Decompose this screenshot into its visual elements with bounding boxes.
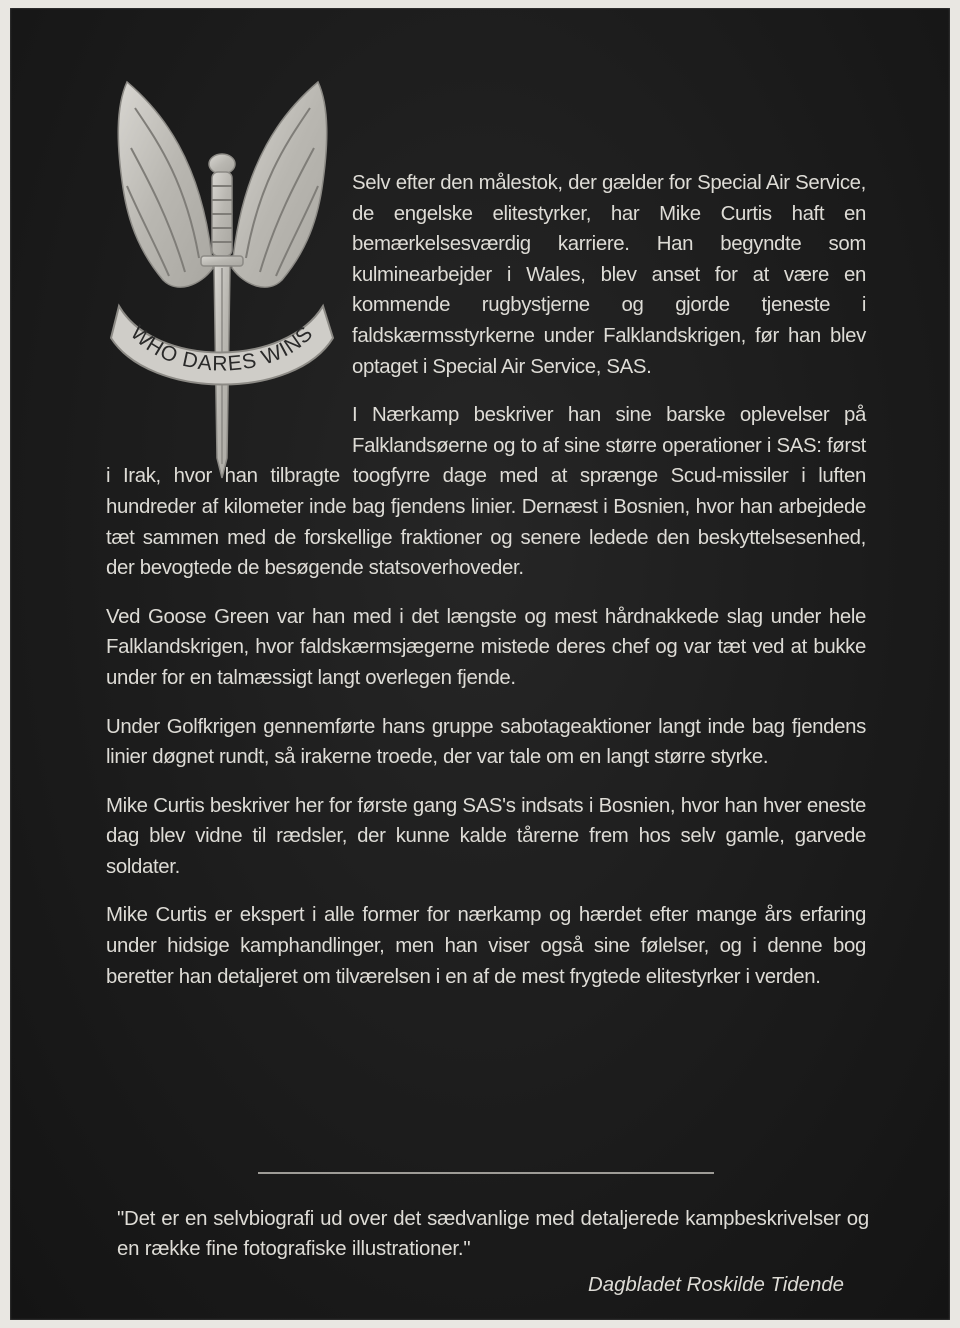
back-cover bbox=[10, 8, 950, 1320]
emblem-motto: WHO DARES WINS bbox=[126, 321, 318, 376]
paragraph-6: Mike Curtis er ekspert i alle former for nærkamp og hærdet efter mange års erfaring under hidsige kamphandlinger, men han viser også sine følelser, og i denne bog beretter han detaljeret om tilværelsen i en af de mest frygtede elitestyrker i verden. bbox=[106, 904, 866, 988]
blurb-text bbox=[106, 168, 866, 1010]
divider-rule bbox=[258, 1172, 714, 1174]
paragraph-1: Selv efter den målestok, der gælder for Special Air Service, de engelske elitestyrker, har Mike Curtis haft en bemærkelsesværdig karriere. Han begyndte som kulminearbejder i Wales, blev anset for at være en kommende rugbystjerne og gjorde tjeneste i faldskærmsstyrkerne under Falklandskrigen, før han blev optaget i Special Air Service, SAS. bbox=[352, 172, 866, 378]
paragraph-5: Mike Curtis beskriver her for første gang SAS's indsats i Bosnien, hvor han hver eneste dag blev vidne til rædsler, der kunne kalde tårerne frem hos selv gamle, garvede soldater. bbox=[106, 794, 866, 878]
review-quote: "Det er en selvbiografi ud over det sædvanlige med detaljerede kampbeskrivelser og en række fine fotografiske illustrationer." bbox=[117, 1208, 869, 1260]
emblem-spacer bbox=[106, 168, 352, 454]
paragraph-4: Under Golfkrigen gennemførte hans gruppe sabotageaktioner langt inde bag fjendens linier døgnet rundt, så irakerne troede, der var tale om en langt større styrke. bbox=[106, 715, 866, 769]
paragraph-3: Ved Goose Green var han med i det længste og mest hårdnakkede slag under hele Falklandskrigen, hvor faldskærmsjægerne mistede deres chef og var tæt ved at bukke under for en talmæssigt langt overlegen fjende. bbox=[106, 605, 866, 689]
paragraph-2: I Nærkamp beskriver han sine barske oplevelser på Falklandsøerne og to af sine større operationer i SAS: først i Irak, hvor han tilbragte toogfyrre dage med at sprænge Scud-missiler i luften hundreder af kilometer inde bag fjendens linier. Dernæst i Bosnien, hvor han arbejdede tæt sammen med de forskellige fraktioner og senere ledede den beskyttelsesenhed, der bevogtede de besøgende statsoverhoveder. bbox=[106, 404, 866, 580]
quote-source: Dagbladet Roskilde Tidende bbox=[588, 1274, 844, 1296]
